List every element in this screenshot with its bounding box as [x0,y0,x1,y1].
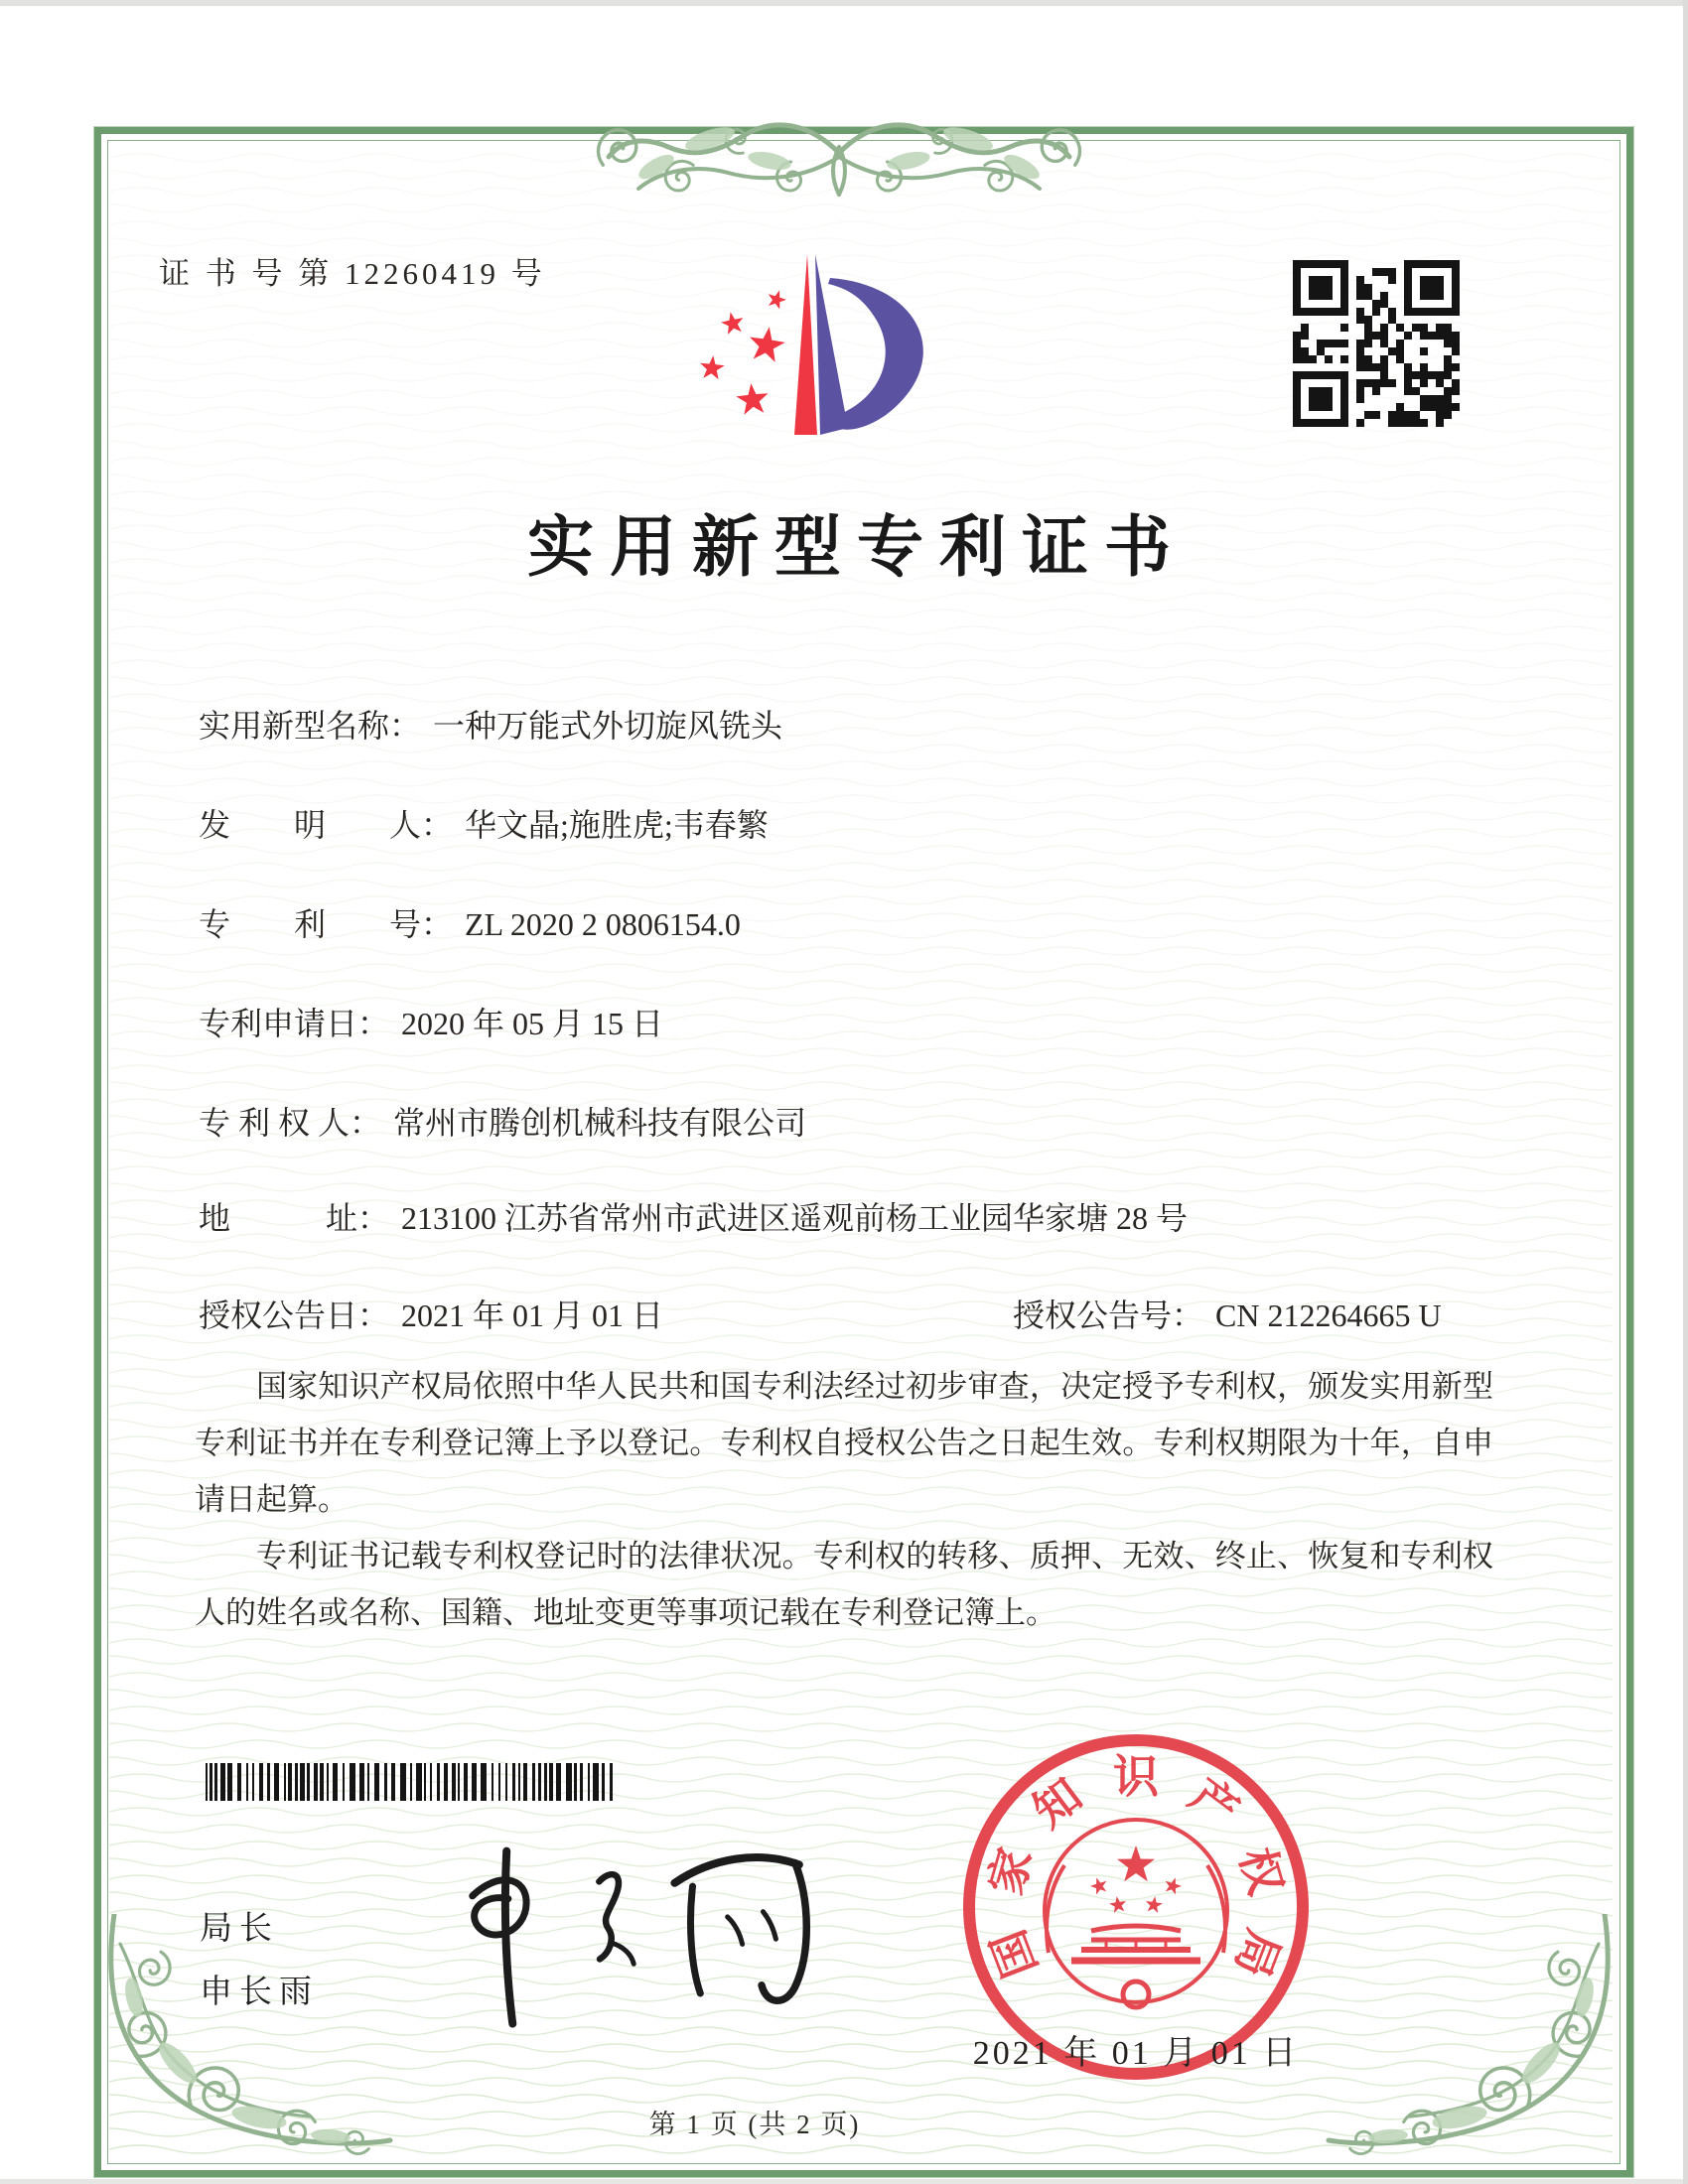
field-application-date [199,999,1509,1044]
scan-edge [1683,0,1688,2184]
field-label: 实用新型名称： [199,708,422,744]
field-value: 常州市腾创机械科技有限公司 [393,1105,807,1141]
field-label: 发 明 人： [199,807,454,843]
cnipa-logo-icon [655,226,973,486]
scan-edge [0,0,1688,6]
field-label: 专 利 权 人： [199,1105,382,1141]
svg-text:产: 产 [1181,1769,1248,1838]
certificate-number: 证 书 号 第 12260419 号 [159,256,546,291]
field-address [199,1193,1509,1239]
field-patent-number [199,899,1509,945]
corner-flourish-bottom-right-icon [1321,1914,1618,2162]
svg-text:家: 家 [980,1842,1042,1901]
svg-text:权: 权 [1230,1842,1292,1901]
grant-number-label: 授权公告号： [1013,1297,1204,1333]
field-value: ZL 2020 2 0806154.0 [465,906,741,942]
qr-code-icon [1293,260,1460,427]
grant-number-value: CN 212264665 U [1215,1297,1442,1333]
field-utility-model-name [199,701,1509,747]
field-value: 华文晶;施胜虎;韦春繁 [465,807,769,843]
director-handwritten-signature [448,1818,832,2039]
svg-text:识: 识 [1113,1751,1159,1803]
grant-date-label: 授权公告日： [199,1297,390,1333]
svg-text:国: 国 [982,1923,1047,1984]
svg-text:知: 知 [1024,1769,1091,1838]
field-grant-row [199,1291,1509,1336]
seal-date: 2021 年 01 月 01 日 [972,2035,1300,2072]
field-value: 一种万能式外切旋风铣头 [433,708,783,744]
legal-paragraph: 国家知识产权局依照中华人民共和国专利法经过初步审查，决定授予专利权，颁发实用新型专利证书并在专利登记簿上予以登记。专利权自授权公告之日起生效。专利权期限为十年，自申请日起算。 [195,1369,1493,1517]
director-title-label: 局长 [200,1909,279,1946]
certificate-title: 实用新型专利证书 [527,511,1187,585]
top-center-ornament-icon [561,87,1117,236]
field-label: 专利申请日： [199,1006,390,1041]
field-label: 专 利 号： [199,906,454,942]
page-footer: 第 1 页 (共 2 页) [648,2110,861,2139]
svg-text:局: 局 [1225,1923,1290,1984]
grant-date-value: 2021 年 01 月 01 日 [401,1297,664,1333]
field-label: 地 址： [199,1200,390,1236]
director-name-label: 申长雨 [200,1973,319,2009]
corner-flourish-bottom-left-icon [100,1914,398,2162]
grant-number-pair [1013,1291,1442,1336]
field-patentee [199,1098,1509,1144]
legal-paragraph: 专利证书记载专利权登记时的法律状况。专利权的转移、质押、无效、终止、恢复和专利权人的姓名或名称、国籍、地址变更等事项记载在专利登记簿上。 [195,1539,1493,1630]
field-value: 2020 年 05 月 15 日 [401,1006,664,1041]
field-value: 213100 江苏省常州市武进区遥观前杨工业园华家塘 28 号 [401,1200,1189,1236]
barcode-icon [206,1763,614,1801]
legal-text [195,1358,1493,1641]
field-inventors [199,800,1509,846]
scan-edge [0,2179,1688,2184]
